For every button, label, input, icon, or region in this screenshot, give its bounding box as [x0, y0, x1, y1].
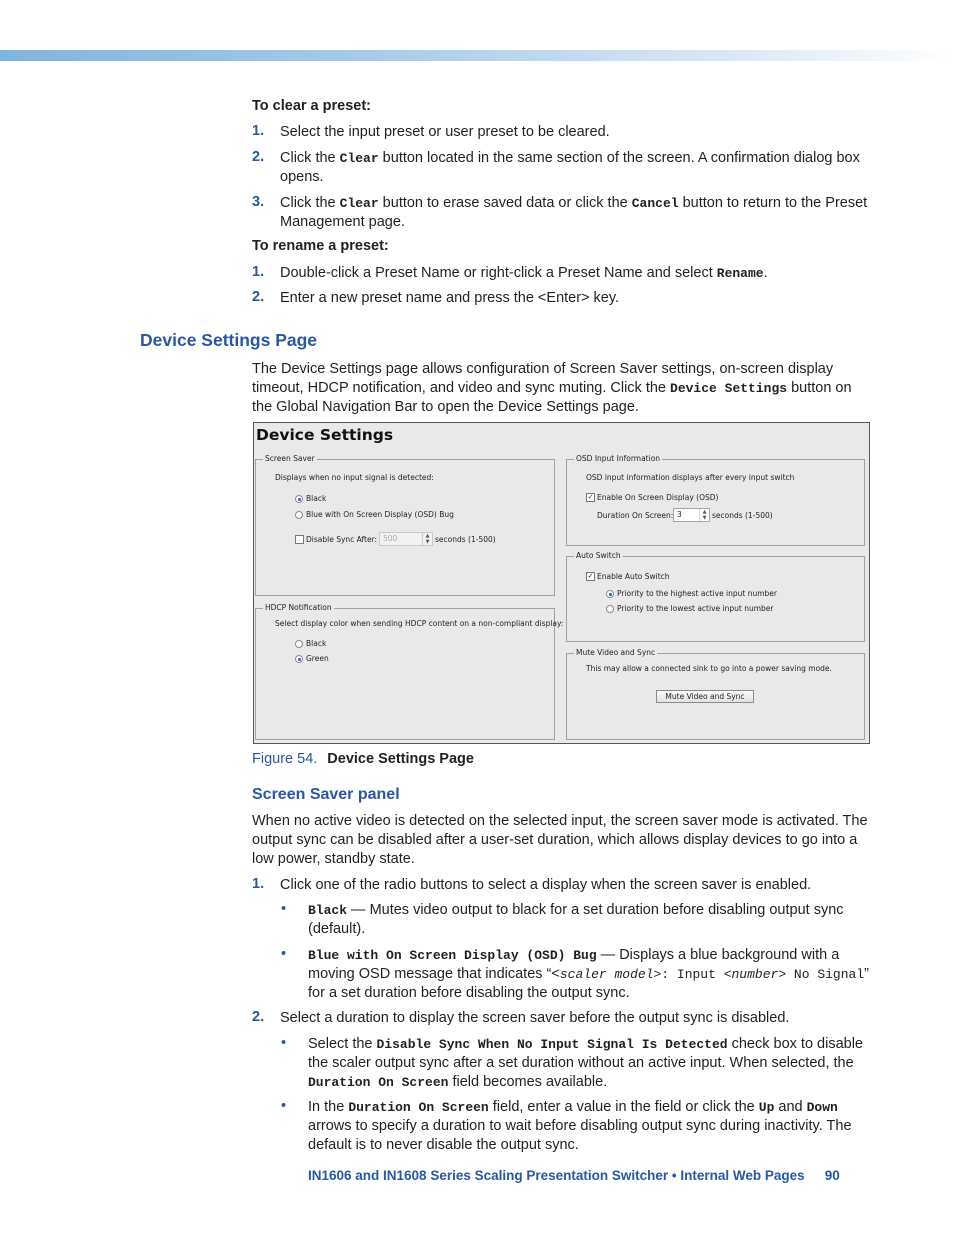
duration-label: Duration On Screen: [597, 511, 674, 520]
bullet-text: Black — Mutes video output to black for a set duration before disabling output sync (default). [308, 902, 844, 937]
seconds-label: seconds (1-500) [435, 535, 496, 544]
bullet-icon: • [281, 901, 287, 917]
radio-black[interactable] [295, 495, 303, 503]
step-number: 1. [252, 123, 265, 139]
group-legend: Auto Switch [576, 551, 621, 560]
radio-label: Black [306, 639, 327, 648]
device-settings-screenshot [253, 422, 870, 744]
group-prompt: This may allow a connected sink to go into a power saving mode. [586, 664, 832, 673]
step-text: Click the Clear button to erase saved data or click the Cancel button to return to the Preset Management page. [280, 195, 868, 230]
bullet-text: Select the Disable Sync When No Input Signal Is Detected check box to disable the scaler output sync after a set duration without an active input. When selected, the Duration On Screen field becomes available. [308, 1036, 863, 1090]
figure-title: Device Settings Page [327, 751, 474, 767]
radio-hdcp-green[interactable] [295, 655, 303, 663]
step-number: 1. [252, 876, 265, 892]
spinner-arrows-icon: ▲ ▼ [422, 533, 432, 545]
disable-sync-checkbox[interactable] [295, 535, 304, 544]
screenshot-title: Device Settings [256, 426, 394, 444]
duration-spinner[interactable]: 3 ▲ ▼ [673, 508, 710, 522]
page-footer [308, 1168, 840, 1183]
step-text: Select the input preset or user preset to be cleared. [280, 124, 610, 140]
checkbox-label: Enable On Screen Display (OSD) [597, 493, 719, 502]
group-prompt: Displays when no input signal is detected: [275, 473, 434, 482]
step-number: 3. [252, 194, 265, 210]
seconds-label: seconds (1-500) [712, 511, 773, 520]
step-text: Click one of the radio buttons to select a display when the screen saver is enabled. [280, 877, 812, 893]
clear-preset-heading: To clear a preset: [252, 98, 372, 114]
step-number: 2. [252, 1009, 265, 1025]
group-legend: Screen Saver [265, 454, 315, 463]
group-legend: HDCP Notification [265, 603, 332, 612]
osd-input-information-group [566, 454, 865, 546]
step-text: Double-click a Preset Name or right-click a Preset Name and select Rename. [280, 265, 768, 281]
auto-switch-group [566, 551, 865, 642]
step-number: 2. [252, 149, 265, 165]
rename-preset-heading: To rename a preset: [252, 238, 389, 254]
clear-button-ref: Clear [339, 151, 379, 166]
mute-video-sync-group [566, 648, 865, 740]
group-legend: OSD Input Information [576, 454, 661, 463]
radio-label: Black [306, 494, 327, 503]
disable-sync-spinner[interactable]: 500 ▲ ▼ [379, 532, 433, 546]
group-prompt: OSD input information displays after every input switch [586, 473, 795, 482]
radio-label: Blue with On Screen Display (OSD) Bug [306, 510, 454, 519]
step-number: 2. [252, 289, 265, 305]
radio-priority-highest[interactable] [606, 590, 614, 598]
figure-caption [252, 751, 474, 767]
group-prompt: Select display color when sending HDCP content on a non-compliant display: [275, 619, 564, 628]
checkbox-label: Enable Auto Switch [597, 572, 670, 581]
subsection-intro: When no active video is detected on the selected input, the screen saver mode is activated. The output sync can be disabled after a user-set duration, which allows display devices to go into a low power, standby state. [252, 813, 868, 867]
header-gradient-bar [0, 50, 954, 61]
enable-auto-switch-checkbox[interactable]: ✓ [587, 572, 594, 580]
bullet-icon: • [281, 1098, 287, 1114]
radio-blue-osd[interactable] [295, 511, 303, 519]
section-heading: Device Settings Page [140, 330, 318, 350]
screen-saver-group [255, 454, 555, 596]
bullet-text: Blue with On Screen Display (OSD) Bug — Displays a blue background with a moving OSD message that indicates “<scaler model>: Input <number> No Signal” for a set duration before disabling the output sync. [308, 947, 869, 1001]
figure-label: Figure 54. [252, 751, 318, 767]
step-text: Select a duration to display the screen saver before the output sync is disabled. [280, 1010, 790, 1026]
step-number: 1. [252, 264, 265, 280]
group-legend: Mute Video and Sync [576, 648, 656, 657]
page-number: 90 [824, 1168, 840, 1183]
mute-video-sync-button[interactable]: Mute Video and Sync [656, 690, 754, 703]
enable-osd-checkbox[interactable]: ✓ [587, 493, 594, 501]
step-text: Enter a new preset name and press the <Enter> key. [280, 290, 620, 306]
radio-label: Priority to the lowest active input number [617, 604, 774, 613]
section-intro: The Device Settings page allows configuration of Screen Saver settings, on-screen display timeout, HDCP notification, and video and sync muting. Click the Device Settings button on the Global Navigation Bar to open the Device Settings page. [252, 361, 852, 415]
bullet-icon: • [281, 946, 287, 962]
bullet-icon: • [281, 1035, 287, 1051]
checkbox-label: Disable Sync After: [306, 535, 378, 544]
radio-label: Priority to the highest active input number [617, 589, 778, 598]
radio-priority-lowest[interactable] [606, 605, 614, 613]
footer-text: IN1606 and IN1608 Series Scaling Presentation Switcher • Internal Web Pages [308, 1168, 805, 1183]
subsection-heading: Screen Saver panel [252, 786, 400, 803]
radio-hdcp-black[interactable] [295, 640, 303, 648]
radio-label: Green [306, 654, 329, 663]
hdcp-notification-group [255, 603, 564, 740]
spinner-arrows-icon: ▲ ▼ [699, 509, 709, 521]
bullet-text: In the Duration On Screen field, enter a value in the field or click the Up and Down arrows to specify a duration to wait before disabling output sync during inactivity. The default is to never disable the output sync. [308, 1099, 852, 1153]
step-text: Click the Clear button located in the same section of the screen. A confirmation dialog box opens. [280, 150, 860, 185]
